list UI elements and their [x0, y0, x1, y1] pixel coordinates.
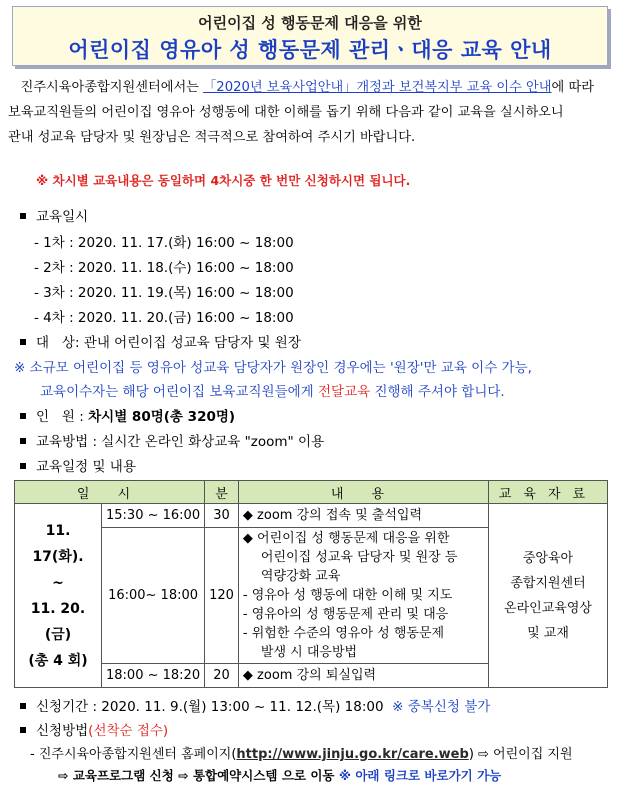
- program-label: 교육일정 및 내용: [36, 459, 136, 475]
- target-label: 대 상: [36, 335, 75, 351]
- minutes-cell: 20: [205, 664, 239, 688]
- page-title: 어린이집 영유아 성 행동문제 관리ㆍ대응 교육 안내: [68, 38, 552, 62]
- content-cell: [238, 528, 488, 664]
- col-header-content: 내 용: [238, 481, 488, 504]
- bullet-square-icon: [20, 463, 26, 469]
- session-notice: ※ 차시별 교육내용은 동일하며 4차시중 한 번만 신청하시면 됩니다.: [36, 173, 411, 188]
- apply-method-detail-1: [30, 743, 573, 762]
- apply-text-tail: ) ⇨ 어린이집 지원: [468, 747, 573, 762]
- bullet-square-icon: [20, 438, 26, 444]
- content-line: 어린이집 성교육 담당자 및 원장 등: [260, 550, 458, 565]
- date-end: 11. 20.(금): [30, 600, 86, 643]
- target-note-line2: [40, 380, 505, 400]
- apply-period-label: 신청기간: [36, 699, 89, 715]
- content-line: 역량강화 교육: [260, 569, 341, 584]
- bullet-square-icon: [20, 727, 26, 733]
- intro-paragraph: [8, 75, 612, 150]
- session-3: - 3차 : 2020. 11. 19.(목) 16:00 ~ 18:00: [34, 285, 294, 301]
- target-note-red: 전달교육: [318, 384, 371, 400]
- minutes-cell: 30: [205, 504, 239, 528]
- content-line: - 영유아 성 행동에 대한 이해 및 지도: [242, 588, 453, 603]
- content-line: ◆ 어린이집 성 행동문제 대응을 위한: [242, 531, 450, 546]
- schedule-table: [14, 480, 608, 688]
- intro-highlight: 「2020년 보육사업안내」개정과 보건복지부 교육 이수 안내: [203, 80, 552, 95]
- session-2: - 2차 : 2020. 11. 18.(수) 16:00 ~ 18:00: [34, 260, 294, 276]
- bullet-square-icon: [20, 703, 26, 709]
- session-4: - 4차 : 2020. 11. 20.(금) 16:00 ~ 18:00: [34, 310, 294, 326]
- date-total: (총 4 회): [28, 652, 88, 669]
- bullet-square-icon: [20, 413, 26, 419]
- target-value: : 관내 어린이집 성교육 담당자 및 원장: [74, 335, 301, 351]
- col-header-datetime: 일 시: [15, 481, 205, 504]
- target-line: [14, 331, 301, 351]
- material-line: 온라인교육영상: [504, 600, 592, 616]
- personnel-label: 인 원: [36, 409, 75, 425]
- date-start: 11. 17(화).: [32, 522, 84, 565]
- schedule-label: 교육일시: [36, 209, 89, 225]
- apply-method-line: [14, 719, 168, 739]
- target-note-tail: 진행해 주셔야 합니다.: [370, 384, 505, 400]
- content-cell: [238, 664, 488, 688]
- content-line: - 위험한 수준의 영유아 성 행동문제: [242, 626, 445, 641]
- session-1: - 1차 : 2020. 11. 17.(화) 16:00 ~ 18:00: [34, 235, 294, 251]
- intro-part1: 진주시육아종합지원센터에서는: [20, 80, 204, 95]
- content-line: - 영유아의 성 행동문제 관리 및 대응: [242, 607, 449, 622]
- date-cell: [15, 504, 102, 688]
- apply-method-detail-2: [58, 766, 501, 784]
- material-line: 중앙육아: [522, 550, 574, 566]
- col-header-minutes: 분: [205, 481, 239, 504]
- time-cell: 15:30 ~ 16:00: [102, 504, 205, 528]
- apply-period-value: : 2020. 11. 9.(월) 13:00 ~ 11. 12.(목) 18:00: [92, 699, 384, 715]
- time-cell: 18:00 ~ 18:20: [102, 664, 205, 688]
- target-note-line1: ※ 소규모 어린이집 등 영유아 성교육 담당자가 원장인 경우에는 '원장'만 교육 이수 가능,: [14, 360, 532, 376]
- intro-line3: 관내 성교육 담당자 및 원장님은 적극적으로 참여하여 주시기 바랍니다.: [8, 130, 416, 145]
- apply-text: - 진주시육아종합지원센터 홈페이지(: [30, 747, 237, 762]
- personnel-value: 차시별 80명(총 320명): [88, 409, 236, 425]
- method-line: [14, 430, 324, 450]
- apply-path-text: ⇨ 교육프로그램 신청 ⇨ 통합예약시스템 으로 이동: [58, 768, 339, 783]
- method-value: : 실시간 온라인 화상교육 "zoom" 이용: [92, 434, 325, 450]
- bullet-square-icon: [20, 213, 26, 219]
- material-line: 및 교재: [527, 625, 569, 641]
- intro-part2: 에 따라: [551, 80, 594, 95]
- program-heading: [14, 455, 136, 475]
- apply-period-line: [14, 695, 490, 715]
- target-note-text: 교육이수자는 해당 어린이집 보육교직원들에게: [40, 384, 318, 400]
- intro-line2: 보육교직원들의 어린이집 영유아 성행동에 대한 이해를 돕기 위해 다음과 같이 교육을 실시하오니: [8, 105, 564, 120]
- table-row: [15, 504, 608, 528]
- col-header-materials: 교육자료: [489, 481, 608, 504]
- material-line: 종합지원센터: [510, 575, 586, 591]
- apply-shortcut-note: ※ 아래 링크로 바로가기 가능: [338, 768, 502, 783]
- minutes-cell: 120: [205, 528, 239, 664]
- schedule-heading: [14, 205, 88, 225]
- personnel-line: 인 원 : 차시별 80명(총 320명): [14, 405, 235, 425]
- method-label: 교육방법: [36, 434, 89, 450]
- content-line: ◆ zoom 강의 퇴실입력: [242, 668, 377, 683]
- apply-period-note: ※ 중복신청 불가: [392, 699, 491, 715]
- time-cell: 16:00~ 18:00: [102, 528, 205, 664]
- apply-method-label: 신청방법: [36, 723, 89, 739]
- content-line: 발생 시 대응방법: [260, 645, 358, 660]
- title-box: [12, 6, 608, 66]
- content-cell: [238, 504, 488, 528]
- content-line: ◆ zoom 강의 접속 및 출석입력: [242, 508, 422, 523]
- page-subtitle: 어린이집 성 행동문제 대응을 위한: [198, 14, 422, 32]
- date-sep: ~: [52, 574, 64, 591]
- materials-cell: [489, 504, 608, 688]
- apply-method-note: (선착순 접수): [88, 723, 169, 739]
- bullet-square-icon: [20, 339, 26, 345]
- homepage-link[interactable]: http://www.jinju.go.kr/care.web: [236, 747, 469, 762]
